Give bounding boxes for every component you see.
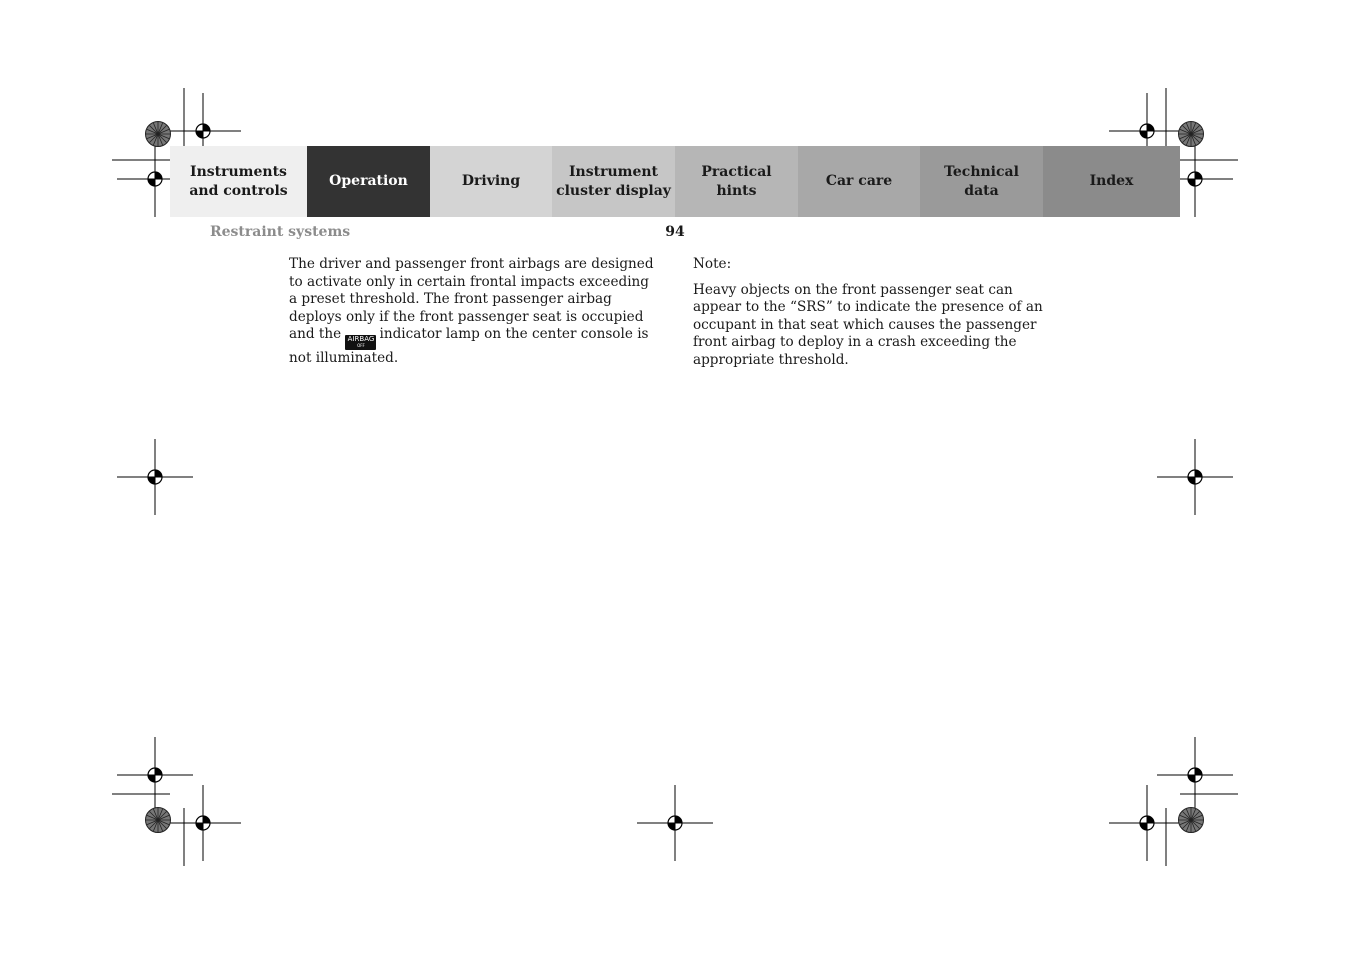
page-number: 94 xyxy=(665,224,685,240)
tab-driving[interactable]: Driving xyxy=(430,146,552,217)
section-title: Restraint systems xyxy=(210,224,351,240)
tab-practical-hints[interactable]: Practical hints xyxy=(675,146,798,217)
airbag-text-after-icon: indicator lamp on the center console is not illuminated. xyxy=(289,326,649,366)
tab-instrument-cluster-display[interactable]: Instrument cluster display xyxy=(552,146,675,217)
tab-car-care[interactable]: Car care xyxy=(798,146,920,217)
tab-index[interactable]: Index xyxy=(1043,146,1180,217)
section-tab-bar xyxy=(170,146,1180,217)
airbag-off-indicator-icon: AIRBAG OFF xyxy=(345,335,376,350)
airbag-paragraph xyxy=(289,256,661,367)
right-column xyxy=(693,256,1065,370)
tab-technical-data[interactable]: Technical data xyxy=(920,146,1043,217)
airbag-text-before-icon: The driver and passenger front airbags are designed to activate only in certain frontal impacts exceeding a preset threshold. The front passenger airbag deploys only if the front passenger seat is occupied and the xyxy=(289,256,654,343)
note-text: Heavy objects on the front passenger seat can appear to the “SRS” to indicate the presence of an occupant in that seat which causes the passenger front airbag to deploy in a crash exceeding the appropriate threshold. xyxy=(693,281,1043,368)
tab-operation[interactable]: Operation xyxy=(307,146,430,217)
left-column xyxy=(289,256,661,367)
note-label: Note: xyxy=(693,256,732,272)
tab-instruments-and-controls[interactable]: Instruments and controls xyxy=(170,146,307,217)
